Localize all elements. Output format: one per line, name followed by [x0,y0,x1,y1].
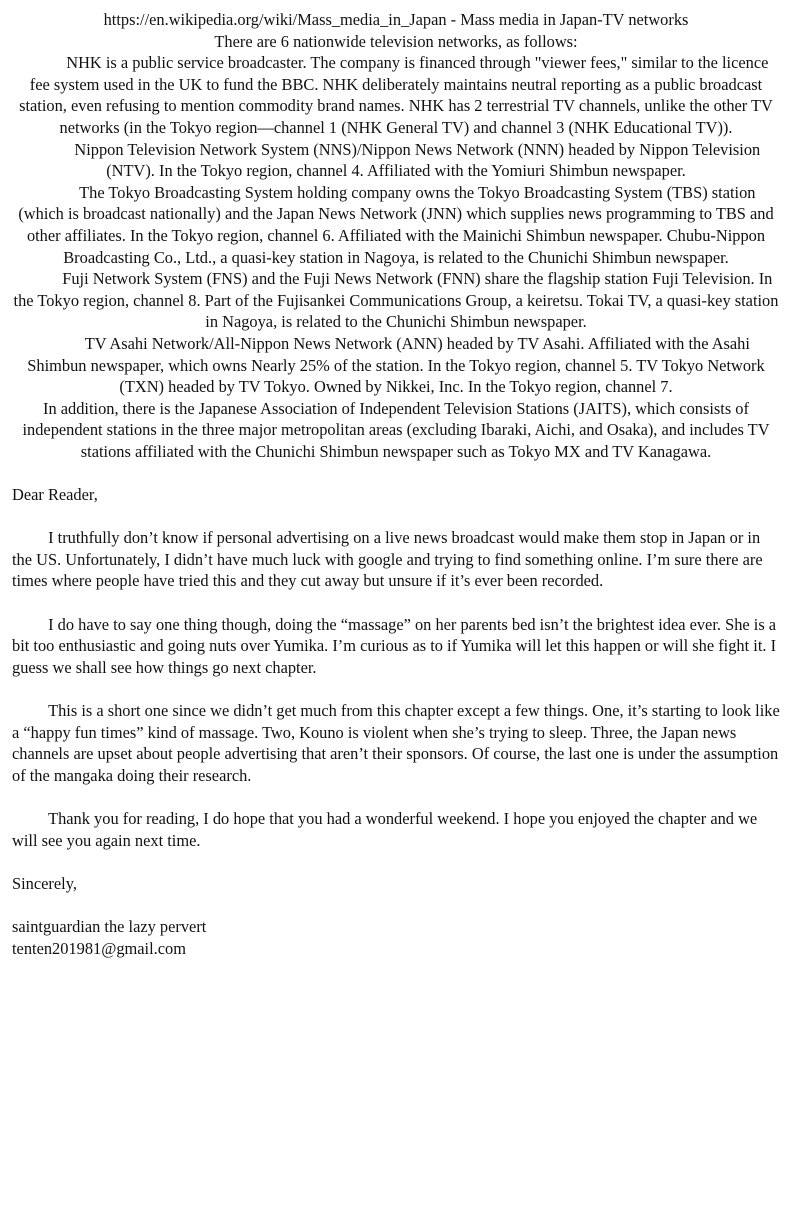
jaits-paragraph: In addition, there is the Japanese Association of Independent Television Stations (JAITS), which consists of independent stations in the three major metropolitan areas (excluding Ibaraki, Aichi, and Osaka), and includes TV stations affiliated with the Chunichi Shimbun newspaper such as Tokyo MX and TV Kanagawa. [22,398,770,461]
author-name: saintguardian the lazy pervert [12,916,207,936]
author-email: tenten201981@gmail.com [12,938,186,958]
tbs-paragraph: The Tokyo Broadcasting System holding company owns the Tokyo Broadcasting System (TBS) station (which is broadcast nationally) and the Japan News Network (JNN) which supplies news programming to TBS and other affiliates. In the Tokyo region, channel 6. Affiliated with the Mainichi Shimbun newspaper. Chubu-Nippon Broadcasting Co., Ltd., a quasi-key station in Nagoya, is related to the Chunichi Shimbun newspaper. [18,182,774,267]
fns-paragraph: Fuji Network System (FNS) and the Fuji News Network (FNN) share the flagship station Fuji Television. In the Tokyo region, channel 8. Part of the Fujisankei Communications Group, a keiretsu. Tokai TV, a quasi-key station in Nagoya, is related to the Chunichi Shimbun newspaper. [13,269,779,332]
source-line: https://en.wikipedia.org/wiki/Mass_media_in_Japan - Mass media in Japan-TV networks [103,10,689,29]
nns-paragraph: Nippon Television Network System (NNS)/Nippon News Network (NNN) headed by Nippon Television (NTV). In the Tokyo region, channel 4. Affiliated with the Yomiuri Shimbun newspaper. [74,139,761,181]
nhk-paragraph: NHK is a public service broadcaster. The company is financed through "viewer fees," similar to the licence fee system used in the UK to fund the BBC. NHK deliberately maintains neutral reporting as a public broadcast station, even refusing to mention commodity brand names. NHK has 2 terrestrial TV channels, unlike the other TV networks (in the Tokyo region—channel 1 (NHK General TV) and channel 3 (NHK Educational TV)). [19,53,773,137]
closing: Sincerely, [12,873,77,893]
document-page [12,9,780,959]
signature-block [12,916,780,959]
tv-networks-excerpt [12,9,780,462]
salutation: Dear Reader, [12,485,98,505]
letter-paragraph-2: I do have to say one thing though, doing the “massage” on her parents bed isn’t the brightest idea ever. She is a bit too enthusiastic and going nuts over Yumika. I’m curious as to if Yumika will let this happen or will she fight it. I guess we shall see how things go next chapter. [12,614,777,677]
ann-txn-paragraph: TV Asahi Network/All-Nippon News Network (ANN) headed by TV Asahi. Affiliated with the Asahi Shimbun newspaper, which owns Nearly 25% of the station. In the Tokyo region, channel 5. TV Tokyo Network (TXN) headed by TV Tokyo. Owned by Nikkei, Inc. In the Tokyo region, channel 7. [27,333,765,397]
letter-to-reader [12,484,780,959]
intro-line: There are 6 nationwide television networks, as follows: [214,31,578,51]
letter-paragraph-3: This is a short one since we didn’t get much from this chapter except a few things. One, it’s starting to look like a “happy fun times” kind of massage. Two, Kouno is violent when she’s trying to sleep. Three, the Japan news channels are upset about people advertising that aren’t their sponsors. Of course, the last one is under the assumption of the mangaka doing their research. [12,701,780,785]
letter-paragraph-1: I truthfully don’t know if personal advertising on a live news broadcast would make them stop in Japan or in the US. Unfortunately, I didn’t have much luck with google and trying to find something online. I’m sure there are times where people have tried this and they cut away but unsure if it’s ever been recorded. [12,528,763,591]
letter-paragraph-4: Thank you for reading, I do hope that you had a wonderful weekend. I hope you enjoyed the chapter and we will see you again next time. [12,808,758,850]
